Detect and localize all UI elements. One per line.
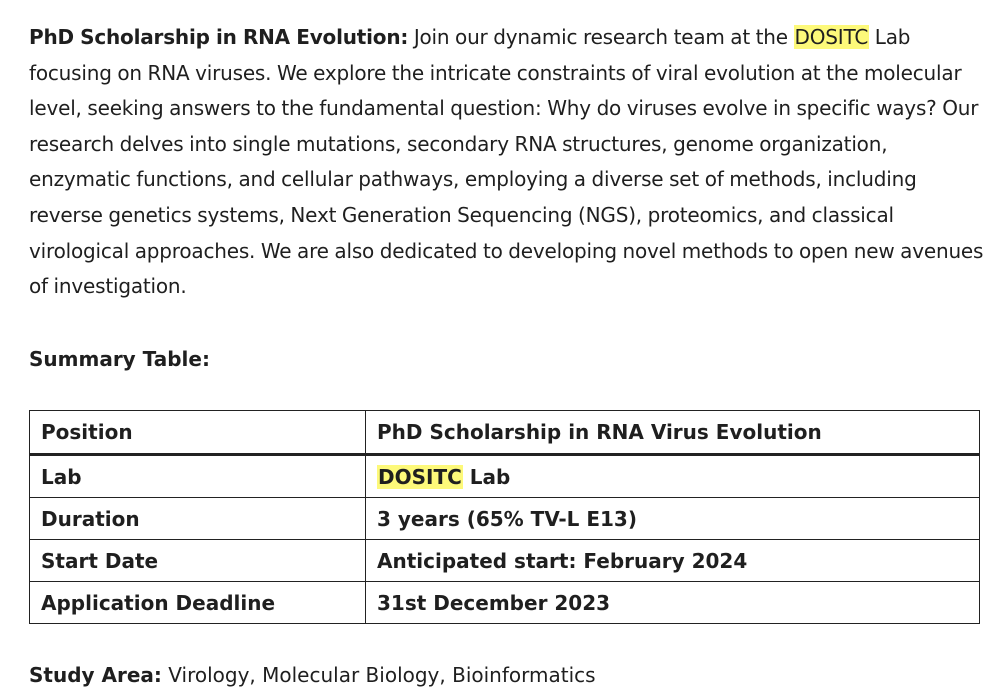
table-row-duration: [30, 498, 980, 540]
table-row-position: [30, 411, 980, 455]
table-row-application-deadline: [30, 582, 980, 624]
lab-name-highlight: DOSITC: [378, 464, 462, 489]
summary-table: [29, 410, 980, 624]
intro-title: PhD Scholarship in RNA Evolution:: [29, 25, 409, 49]
summary-table-heading: Summary Table:: [29, 347, 210, 371]
table-row-start-date: [30, 540, 980, 582]
intro-text-after-lab: Lab focusing on RNA viruses. We explore the intricate constraints of viral evolution at the molecular level, seeking answers to the fundamental question: Why do viruses evolve in specific ways? Our research delves into single mutations, secondary RNA structures, genome organization, enzymatic functions, and cellular pathways, employing a diverse set of methods, including reverse genetics systems, Next Generation Sequencing (NGS), proteomics, and classical virological approaches. We are also dedicated to developing novel methods to open new avenues of investigation.: [29, 25, 984, 299]
study-area-value: Virology, Molecular Biology, Bioinformatics: [161, 663, 596, 687]
row-label: Start Date: [30, 540, 366, 582]
table-row-lab: [30, 455, 980, 498]
row-value-rest: Lab: [462, 464, 511, 489]
row-value: PhD Scholarship in RNA Virus Evolution: [366, 411, 980, 455]
study-area: [29, 660, 596, 690]
row-label: Lab: [30, 455, 366, 498]
row-label: Application Deadline: [30, 582, 366, 624]
row-label: Duration: [30, 498, 366, 540]
intro-paragraph: [29, 20, 989, 305]
intro-text-before-lab: Join our dynamic research team at the: [408, 25, 794, 49]
row-label: Position: [30, 411, 366, 455]
row-value: 31st December 2023: [366, 582, 980, 624]
document-body: [29, 20, 989, 687]
row-value: 3 years (65% TV-L E13): [366, 498, 980, 540]
row-value: [366, 455, 980, 498]
lab-name-highlight: DOSITC: [794, 25, 869, 49]
row-value: Anticipated start: February 2024: [366, 540, 980, 582]
study-area-label: Study Area:: [29, 663, 162, 687]
